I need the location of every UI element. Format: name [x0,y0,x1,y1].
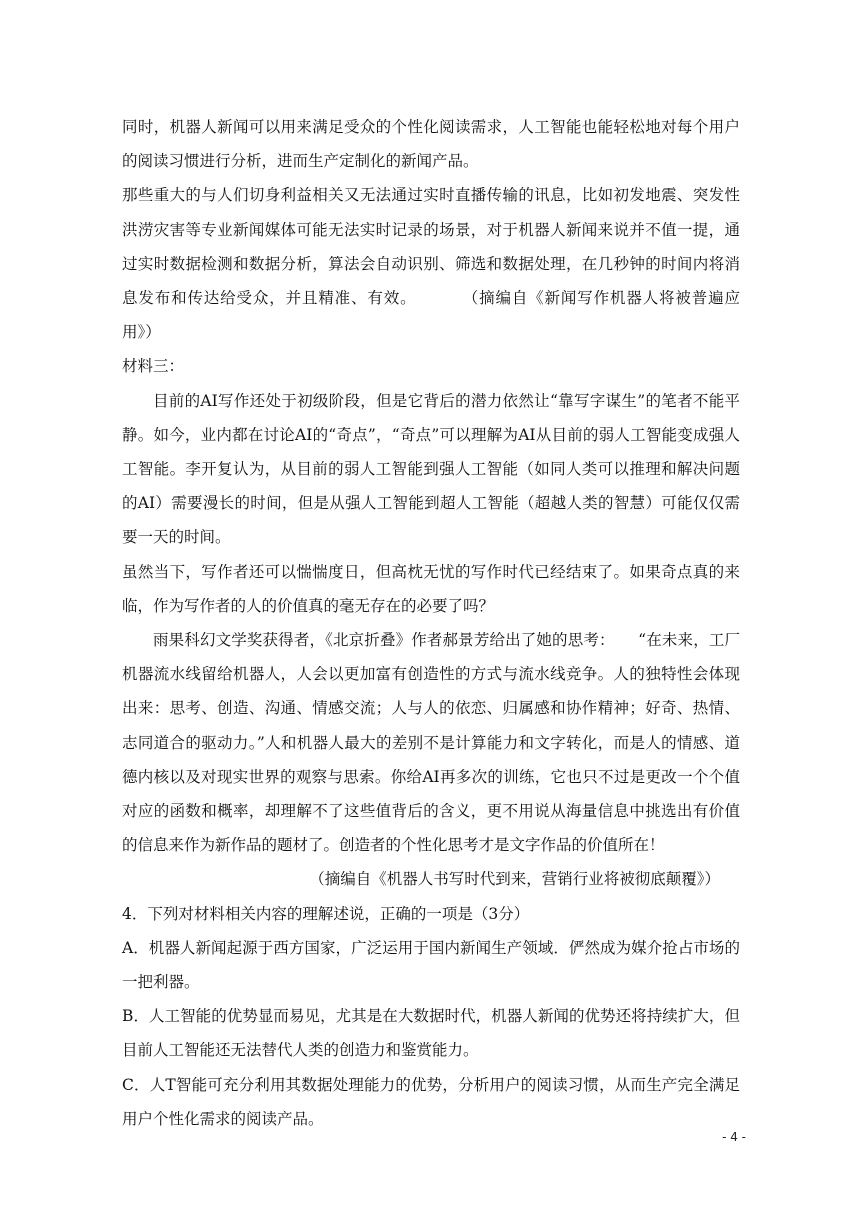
question-4: 4．下列对材料相关内容的理解述说，正确的一项是（3分） [122,904,530,923]
source-citation-1: （摘编自《新闻写作机器人将被普遍应用》） [122,289,740,342]
paragraph-writer-value: 虽然当下，写作者还可以惴惴度日，但高枕无忧的写作时代已经结束了。如果奇点真的来临，作为写作者的人的价值真的毫无存在的必要了吗？ [122,562,740,615]
material-3-heading: 材料三： [122,357,185,376]
source-citation-2: （摘编自《机器人书写时代到来，营销行业将被彻底颠覆》） [309,870,720,889]
paragraph-hao-jingfang: 雨果科幻文学奖获得者，《北京折叠》作者郝景芳给出了她的思考： “在未来，工厂机器流水线留给机器人，人会以更加富有创造性的方式与流水线竞争。人的独特性会体现出来：思考、创造、沟通、情感交流；人与人的依恋、归属感和协作精神；好奇、热情、志同道合的驱动力。”人和机器人最大的差别不是计算能力和文字转化，而是人的情感、道德内核以及对现实世界的观察与思索。你给AI再多次的训练，它也只不过是更改一个个值对应的函数和概率，却理解不了这些值背后的含义，更不用说从海量信息中挑选出有价值的信息来作为新作品的题材了。创造者的个性化思考才是文字作品的价值所在！ [122,631,740,855]
paragraph-ai-singularity: 目前的AI写作还处于初级阶段，但是它背后的潜力依然让“靠写字谋生”的笔者不能平静。如今，业内都在讨论AI的“奇点”，“奇点”可以理解为AI从目前的弱人工智能变成强人工智能。李开复认为，从目前的弱人工智能到强人工智能（如同人类可以推理和解决问题的AI）需要漫长的时间，但是从强人工智能到超人工智能（超越人类的智慧）可能仅仅需要一天的时间。 [122,391,740,547]
paragraph-robot-news-personalization: 同时，机器人新闻可以用来满足受众的个性化阅读需求，人工智能也能轻松地对每个用户的阅读习惯进行分析，进而生产定制化的新闻产品。 [122,118,740,171]
body-text [122,110,740,1136]
option-a: A．机器人新闻起源于西方国家，广泛运用于国内新闻生产领域．俨然成为媒介抢占市场的一把利器。 [122,938,740,992]
option-c: C．人T智能可充分利用其数据处理能力的优势，分析用户的阅读习惯，从而生产完全满足用户个性化需求的阅读产品。 [122,1075,740,1128]
paragraph-robot-news-realtime-text: 那些重大的与人们切身利益相关又无法通过实时直播传输的讯息，比如初发地震、突发性洪涝灾害等专业新闻媒体可能无法实时记录的场景，对于机器人新闻来说并不值一提，通过实时数据检测和数据分析，算法会自动识别、筛选和数据处理，在几秒钟的时间内将消息发布和传达给受众，并且精准、有效。 [122,186,740,308]
paragraph-robot-news-realtime [122,178,740,349]
page-number: - 4 - [722,1130,746,1144]
option-b: B．人工智能的优势显而易见，尤其是在大数据时代，机器人新闻的优势还将持续扩大，但目前人工智能还无法替代人类的创造力和鉴赏能力。 [122,1007,740,1060]
